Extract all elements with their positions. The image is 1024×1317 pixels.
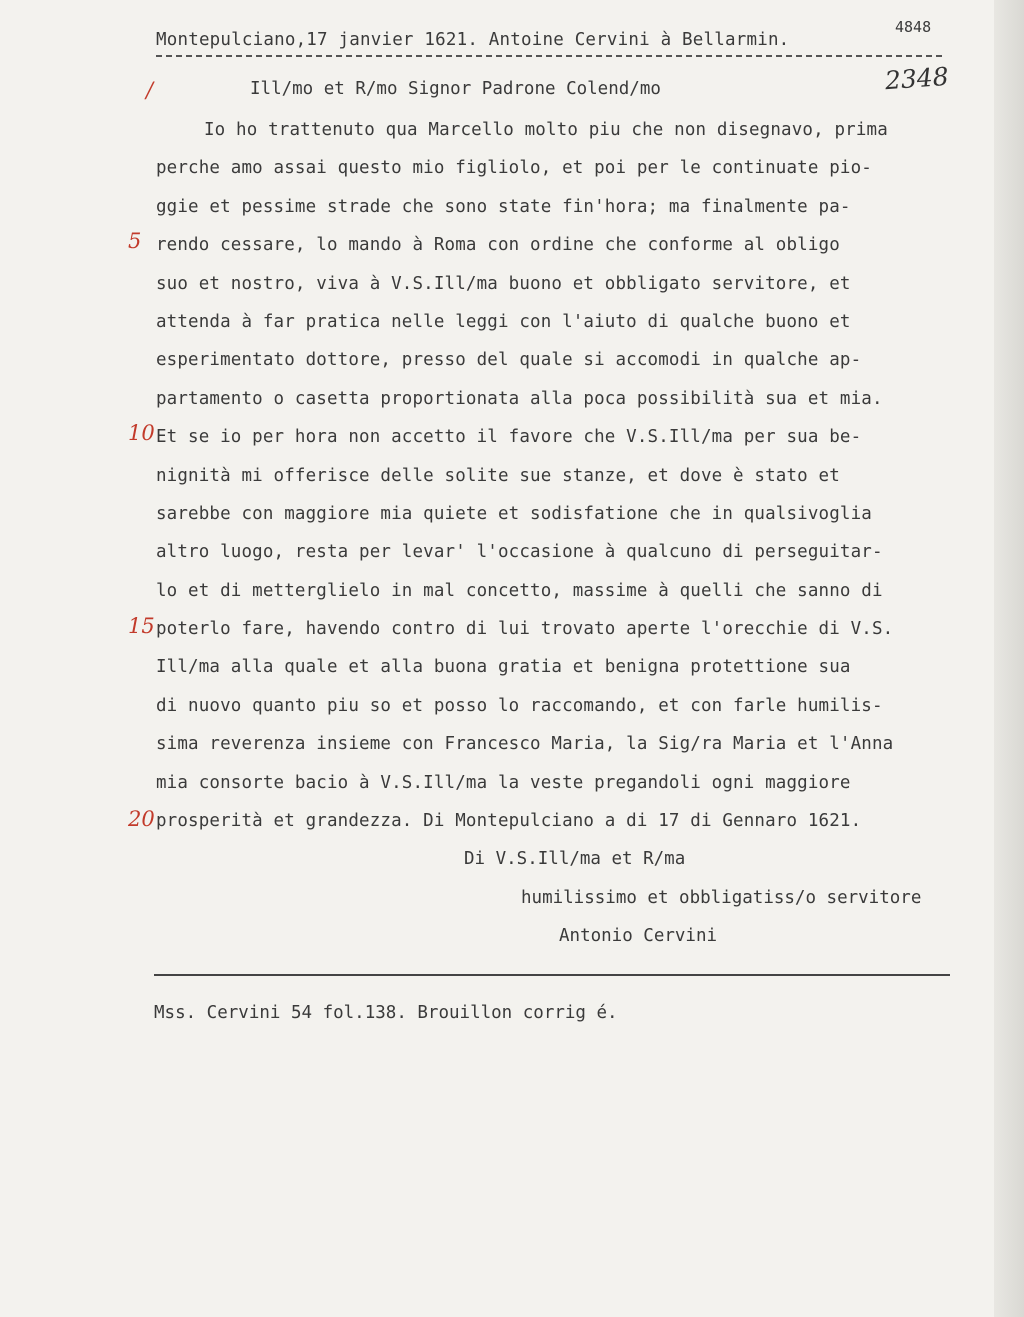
body-line: nignità mi offerisce delle solite sue stanze, et dove è stato et [156, 465, 840, 486]
body-line: prosperità et grandezza. Di Montepulciano a di 17 di Gennaro 1621. [156, 811, 862, 832]
body-line: sarebbe con maggiore mia quiete et sodisfatione che in qualsivoglia [156, 503, 872, 524]
line-marker-10: 10 [128, 421, 155, 445]
body-line: ggie et pessime strade che sono state fin'hora; ma finalmente pa- [156, 196, 851, 217]
body-line: lo et di metterglielo in mal concetto, massime à quelli che sanno di [156, 580, 883, 601]
page-edge [994, 0, 1024, 1317]
body-line: esperimentato dottore, presso del quale si accomodi in qualche ap- [156, 350, 862, 371]
closing-address: Di V.S.Ill/ma et R/ma [464, 849, 686, 869]
footer-rule [154, 974, 950, 976]
body-line: perche amo assai questo mio figliolo, et poi per le continuate pio- [156, 158, 872, 179]
line-marker-5: 5 [128, 229, 142, 253]
body-line: Io ho trattenuto qua Marcello molto piu che non disegnavo, prima [204, 120, 888, 140]
line-marker-1: / [146, 78, 154, 102]
body-line: sima reverenza insieme con Francesco Maria, la Sig/ra Maria et l'Anna [156, 734, 894, 755]
body-line: attenda à far pratica nelle leggi con l'aiuto di qualche buono et [156, 311, 851, 332]
body-line: suo et nostro, viva à V.S.Ill/ma buono et obbligato servitore, et [156, 273, 851, 294]
closing-servant: humilissimo et obbligatiss/o servitore [521, 888, 922, 908]
body-line: poterlo fare, havendo contro di lui trovato aperte l'orecchie di V.S. [156, 619, 894, 640]
salutation: Ill/mo et R/mo Signor Padrone Colend/mo [250, 79, 661, 99]
body-line: partamento o casetta proportionata alla poca possibilità sua et mia. [156, 388, 883, 409]
body-line: di nuovo quanto piu so et posso lo raccomando, et con farle humilis- [156, 695, 883, 716]
signature: Antonio Cervini [559, 926, 718, 946]
body-line: rendo cessare, lo mando à Roma con ordine che conforme al obligo [156, 235, 840, 256]
document-header: Montepulciano,17 janvier 1621. Antoine Cervini à Bellarmin. [156, 30, 790, 50]
body-line: mia consorte bacio à V.S.Ill/ma la veste pregandoli ogni maggiore [156, 772, 851, 793]
line-marker-20: 20 [128, 807, 155, 831]
letter-body [156, 117, 976, 846]
header-underline [156, 55, 942, 57]
body-line: altro luogo, resta per levar' l'occasione à qualcuno di perseguitar- [156, 542, 883, 563]
body-line: Ill/ma alla quale et alla buona gratia et benigna protettione sua [156, 657, 851, 678]
page-number: 4848 [895, 18, 932, 36]
source-reference: Mss. Cervini 54 fol.138. Brouillon corrig é. [154, 1003, 618, 1023]
line-marker-15: 15 [128, 614, 155, 638]
body-line: Et se io per hora non accetto il favore che V.S.Ill/ma per sua be- [156, 427, 862, 448]
archive-number: 2348 [884, 61, 950, 96]
